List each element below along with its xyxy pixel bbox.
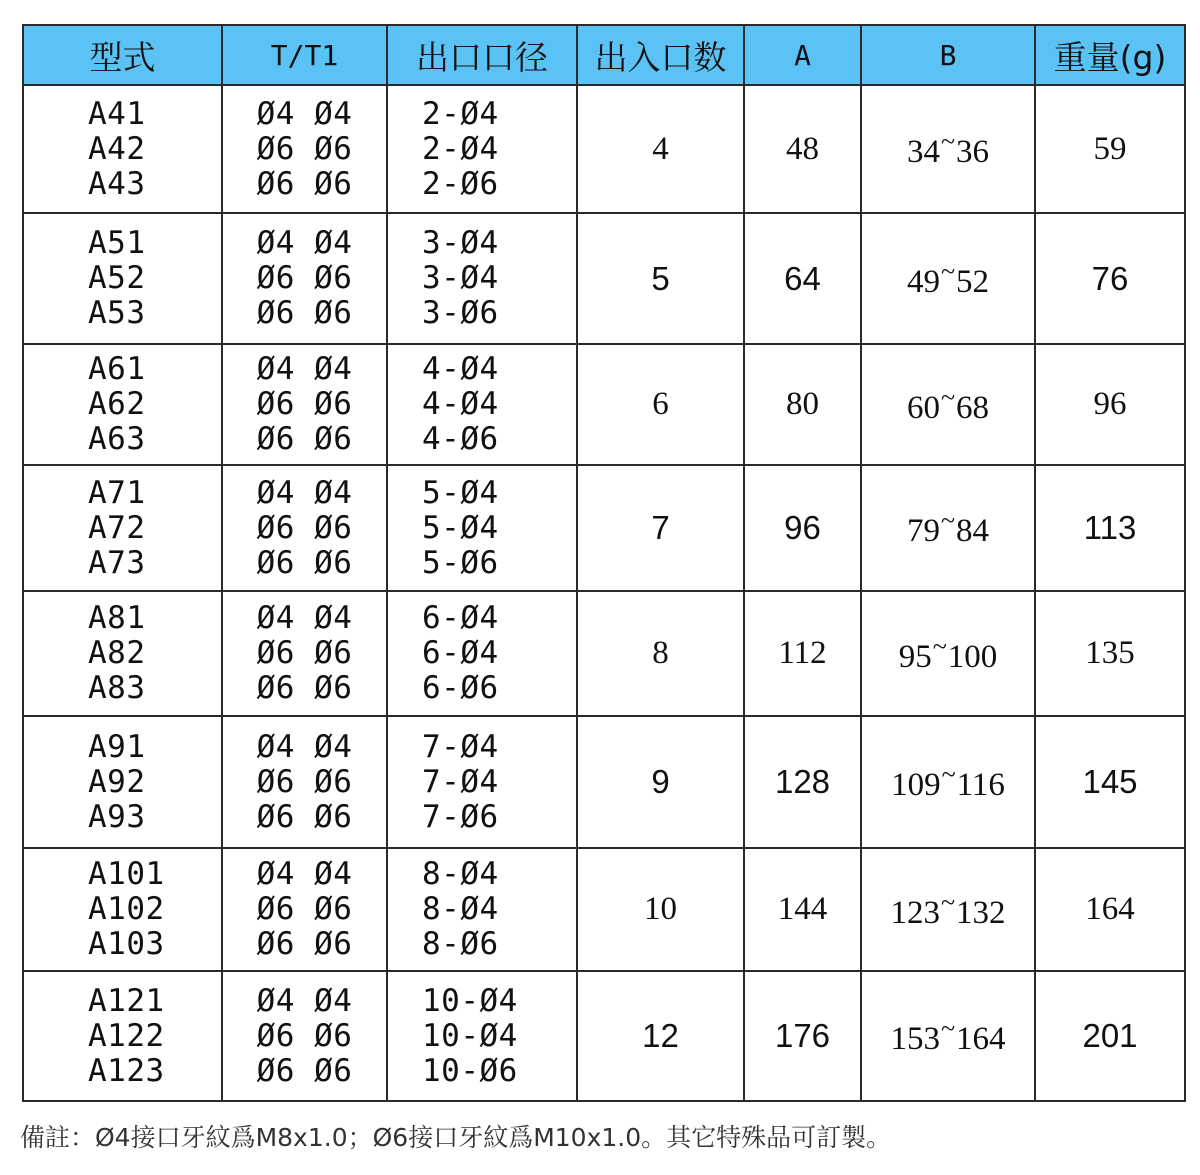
model-cell-line: A91 bbox=[88, 728, 146, 765]
b-cell bbox=[861, 971, 1035, 1101]
model-cell-line: A83 bbox=[88, 670, 146, 706]
outlet-cell bbox=[387, 716, 577, 848]
outlet-cell-line: 8-Ø4 bbox=[422, 856, 499, 892]
outlet-cell-line: 3-Ø4 bbox=[422, 225, 499, 261]
outlet-cell-line: 6-Ø6 bbox=[422, 670, 499, 706]
tt-cell-line: Ø6 Ø6 bbox=[256, 926, 353, 962]
tt-cell-line: Ø6 Ø6 bbox=[256, 544, 353, 581]
header-b: B bbox=[861, 25, 1035, 85]
header-tt: T/T1 bbox=[222, 25, 387, 85]
b-tilde: ~ bbox=[940, 887, 956, 917]
model-cell-line: A63 bbox=[88, 421, 146, 457]
b-cell bbox=[861, 213, 1035, 344]
model-cell-line: A71 bbox=[88, 474, 146, 511]
model-cell-line: A92 bbox=[88, 763, 146, 800]
outlet-cell-line: 7-Ø4 bbox=[422, 728, 499, 765]
model-cell-line: A123 bbox=[88, 1052, 165, 1089]
b-min: 49 bbox=[906, 263, 940, 300]
header-row bbox=[23, 25, 1185, 85]
b-max: 132 bbox=[956, 894, 1006, 931]
port-count-cell: 12 bbox=[577, 971, 744, 1101]
weight-cell: 164 bbox=[1035, 848, 1185, 971]
tt-cell-line: Ø6 Ø6 bbox=[256, 386, 353, 422]
model-cell-line: A53 bbox=[88, 295, 146, 331]
outlet-cell bbox=[387, 465, 577, 591]
table-row bbox=[23, 716, 1185, 848]
port-count-cell: 9 bbox=[577, 716, 744, 848]
outlet-cell-line: 10-Ø6 bbox=[422, 1052, 518, 1089]
tt-cell bbox=[222, 85, 387, 213]
b-max: 164 bbox=[956, 1021, 1006, 1057]
b-min: 34 bbox=[906, 134, 940, 170]
header-weight: 重量(g) bbox=[1035, 25, 1185, 85]
b-tilde: ~ bbox=[940, 382, 956, 412]
model-cell-line: A52 bbox=[88, 260, 146, 296]
tt-cell-line: Ø4 Ø4 bbox=[256, 728, 353, 765]
tt-cell-line: Ø6 Ø6 bbox=[256, 295, 353, 331]
b-tilde: ~ bbox=[941, 760, 956, 789]
tt-cell-line: Ø6 Ø6 bbox=[256, 891, 353, 927]
tt-cell-line: Ø6 Ø6 bbox=[256, 798, 353, 835]
tt-cell-line: Ø4 Ø4 bbox=[256, 95, 353, 132]
model-cell bbox=[23, 213, 222, 344]
model-cell-line: A82 bbox=[88, 635, 146, 671]
b-min: 60 bbox=[906, 389, 940, 426]
a-cell: 112 bbox=[744, 591, 861, 716]
tt-cell bbox=[222, 591, 387, 716]
model-cell-line: A42 bbox=[88, 130, 146, 167]
tt-cell-line: Ø4 Ø4 bbox=[256, 982, 353, 1019]
tt-cell-line: Ø6 Ø6 bbox=[256, 165, 353, 202]
tt-cell bbox=[222, 971, 387, 1101]
model-cell-line: A103 bbox=[88, 926, 165, 962]
outlet-cell-line: 5-Ø4 bbox=[422, 509, 499, 546]
b-max: 116 bbox=[956, 767, 1005, 803]
b-max: 68 bbox=[956, 389, 990, 426]
b-min: 79 bbox=[906, 513, 940, 549]
a-cell: 64 bbox=[744, 213, 861, 344]
outlet-cell-line: 7-Ø4 bbox=[422, 763, 499, 800]
tt-cell-line: Ø6 Ø6 bbox=[256, 635, 353, 671]
port-count-cell: 7 bbox=[577, 465, 744, 591]
model-cell bbox=[23, 848, 222, 971]
tt-cell bbox=[222, 848, 387, 971]
outlet-cell-line: 3-Ø6 bbox=[422, 295, 499, 331]
header-model: 型式 bbox=[23, 25, 222, 85]
model-cell bbox=[23, 591, 222, 716]
model-cell-line: A102 bbox=[88, 891, 165, 927]
b-cell bbox=[861, 848, 1035, 971]
b-tilde: ~ bbox=[940, 127, 956, 156]
model-cell-line: A121 bbox=[88, 982, 165, 1019]
a-cell: 96 bbox=[744, 465, 861, 591]
weight-cell: 113 bbox=[1035, 465, 1185, 591]
outlet-cell-line: 4-Ø4 bbox=[422, 351, 499, 387]
outlet-cell-line: 4-Ø6 bbox=[422, 421, 499, 457]
weight-cell: 135 bbox=[1035, 591, 1185, 716]
outlet-cell-line: 6-Ø4 bbox=[422, 600, 499, 636]
table-row bbox=[23, 591, 1185, 716]
model-cell-line: A51 bbox=[88, 225, 146, 261]
weight-cell: 145 bbox=[1035, 716, 1185, 848]
model-cell-line: A41 bbox=[88, 95, 146, 132]
outlet-cell-line: 2-Ø6 bbox=[422, 165, 499, 202]
weight-cell: 59 bbox=[1035, 85, 1185, 213]
tt-cell-line: Ø6 Ø6 bbox=[256, 763, 353, 800]
outlet-cell-line: 5-Ø6 bbox=[422, 544, 499, 581]
model-cell-line: A72 bbox=[88, 509, 146, 546]
outlet-cell-line: 6-Ø4 bbox=[422, 635, 499, 671]
outlet-cell-line: 4-Ø4 bbox=[422, 386, 499, 422]
b-cell bbox=[861, 85, 1035, 213]
model-cell bbox=[23, 716, 222, 848]
weight-cell: 76 bbox=[1035, 213, 1185, 344]
remark-note: 備註：Ø4接口牙紋爲M8x1.0；Ø6接口牙紋爲M10x1.0。其它特殊品可訂製。 bbox=[20, 1123, 892, 1152]
table-row bbox=[23, 848, 1185, 971]
tt-cell-line: Ø6 Ø6 bbox=[256, 260, 353, 296]
model-cell bbox=[23, 344, 222, 465]
a-cell: 128 bbox=[744, 716, 861, 848]
outlet-cell bbox=[387, 971, 577, 1101]
b-cell bbox=[861, 716, 1035, 848]
weight-cell: 96 bbox=[1035, 344, 1185, 465]
a-cell: 176 bbox=[744, 971, 861, 1101]
table-row bbox=[23, 85, 1185, 213]
model-cell-line: A73 bbox=[88, 544, 146, 581]
tt-cell-line: Ø4 Ø4 bbox=[256, 856, 353, 892]
port-count-cell: 8 bbox=[577, 591, 744, 716]
model-cell bbox=[23, 85, 222, 213]
b-tilde: ~ bbox=[940, 256, 956, 286]
tt-cell bbox=[222, 213, 387, 344]
outlet-cell bbox=[387, 591, 577, 716]
b-cell bbox=[861, 344, 1035, 465]
b-min: 95 bbox=[898, 638, 932, 675]
b-max: 36 bbox=[956, 134, 990, 170]
outlet-cell-line: 10-Ø4 bbox=[422, 1017, 518, 1054]
outlet-cell-line: 8-Ø6 bbox=[422, 926, 499, 962]
outlet-cell bbox=[387, 344, 577, 465]
table-row bbox=[23, 971, 1185, 1101]
a-cell: 144 bbox=[744, 848, 861, 971]
b-cell bbox=[861, 591, 1035, 716]
port-count-cell: 5 bbox=[577, 213, 744, 344]
tt-cell-line: Ø6 Ø6 bbox=[256, 421, 353, 457]
b-tilde: ~ bbox=[940, 1014, 956, 1043]
outlet-cell-line: 5-Ø4 bbox=[422, 474, 499, 511]
table-body bbox=[23, 85, 1185, 1101]
outlet-cell-line: 8-Ø4 bbox=[422, 891, 499, 927]
tt-cell bbox=[222, 716, 387, 848]
outlet-cell-line: 10-Ø4 bbox=[422, 982, 518, 1019]
spec-table bbox=[22, 24, 1186, 1102]
header-port-count: 出入口数 bbox=[577, 25, 744, 85]
tt-cell-line: Ø6 Ø6 bbox=[256, 670, 353, 706]
tt-cell-line: Ø4 Ø4 bbox=[256, 351, 353, 387]
tt-cell-line: Ø6 Ø6 bbox=[256, 509, 353, 546]
b-tilde: ~ bbox=[932, 631, 947, 661]
port-count-cell: 4 bbox=[577, 85, 744, 213]
model-cell-line: A81 bbox=[88, 600, 146, 636]
b-min: 153 bbox=[890, 1021, 940, 1057]
model-cell-line: A61 bbox=[88, 351, 146, 387]
tt-cell-line: Ø6 Ø6 bbox=[256, 1017, 353, 1054]
outlet-cell bbox=[387, 85, 577, 213]
a-cell: 80 bbox=[744, 344, 861, 465]
model-cell bbox=[23, 465, 222, 591]
port-count-cell: 10 bbox=[577, 848, 744, 971]
model-cell-line: A43 bbox=[88, 165, 146, 202]
model-cell bbox=[23, 971, 222, 1101]
table-row bbox=[23, 213, 1185, 344]
b-min: 123 bbox=[890, 894, 940, 931]
tt-cell-line: Ø4 Ø4 bbox=[256, 600, 353, 636]
tt-cell-line: Ø4 Ø4 bbox=[256, 474, 353, 511]
outlet-cell bbox=[387, 848, 577, 971]
tt-cell-line: Ø4 Ø4 bbox=[256, 225, 353, 261]
b-max: 84 bbox=[956, 513, 990, 549]
b-max: 52 bbox=[956, 263, 990, 300]
b-max: 100 bbox=[947, 638, 998, 675]
header-a: A bbox=[744, 25, 861, 85]
weight-cell: 201 bbox=[1035, 971, 1185, 1101]
tt-cell-line: Ø6 Ø6 bbox=[256, 130, 353, 167]
tt-cell-line: Ø6 Ø6 bbox=[256, 1052, 353, 1089]
outlet-cell-line: 3-Ø4 bbox=[422, 260, 499, 296]
b-tilde: ~ bbox=[940, 506, 956, 535]
table-row bbox=[23, 344, 1185, 465]
outlet-cell bbox=[387, 213, 577, 344]
header-outlet-diameter: 出口口径 bbox=[387, 25, 577, 85]
tt-cell bbox=[222, 465, 387, 591]
outlet-cell-line: 2-Ø4 bbox=[422, 130, 499, 167]
a-cell: 48 bbox=[744, 85, 861, 213]
outlet-cell-line: 2-Ø4 bbox=[422, 95, 499, 132]
model-cell-line: A93 bbox=[88, 798, 146, 835]
b-min: 109 bbox=[891, 767, 941, 803]
model-cell-line: A101 bbox=[88, 856, 165, 892]
tt-cell bbox=[222, 344, 387, 465]
model-cell-line: A62 bbox=[88, 386, 146, 422]
port-count-cell: 6 bbox=[577, 344, 744, 465]
table-row bbox=[23, 465, 1185, 591]
b-cell bbox=[861, 465, 1035, 591]
outlet-cell-line: 7-Ø6 bbox=[422, 798, 499, 835]
model-cell-line: A122 bbox=[88, 1017, 165, 1054]
